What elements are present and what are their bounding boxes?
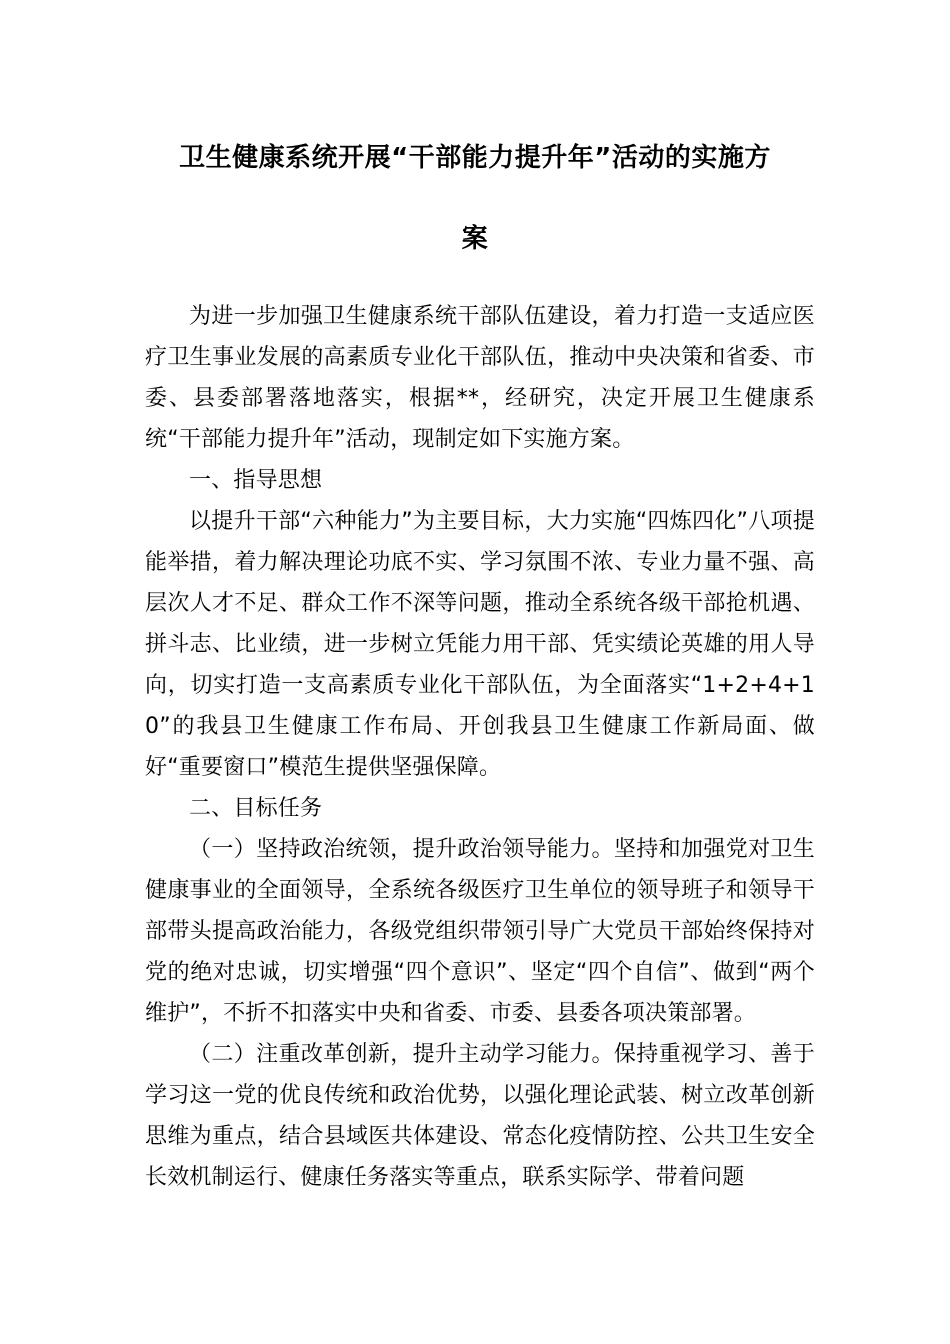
document-title-line-1: 卫生健康系统开展“干部能力提升年”活动的实施方: [179, 143, 771, 173]
guiding-ideology-paragraph: 以提升干部“六种能力”为主要目标，大力实施“四炼四化”八项提能举措，着力解决理论功底不实、学习氛围不浓、专业力量不强、高层次人才不足、群众工作不深等问题，推动全系统各级干部抢机遇、拼斗志、比业绩，进一步树立凭能力用干部、凭实绩论英雄的用人导向，切实打造一支高素质专业化干部队伍，为全面落实“1+2+4+10”的我县卫生健康工作布局、开创我县卫生健康工作新局面、做好“重要窗口”模范生提供坚强保障。: [145, 509, 815, 780]
goal-paragraph-1: （一）坚持政治统领，提升政治领导能力。坚持和加强党对卫生健康事业的全面领导，全系统各级医疗卫生单位的领导班子和领导干部带头提高政治能力，各级党组织带领引导广大党员干部始终保持对党的绝对忠诚，切实增强“四个意识”、坚定“四个自信”、做到“两个维护”，不折不扣落实中央和省委、市委、县委各项决策部署。: [145, 837, 815, 1026]
goal-paragraph-2: （二）注重改革创新，提升主动学习能力。保持重视学习、善于学习这一党的优良传统和政治优势，以强化理论武装、树立改革创新思维为重点，结合县域医共体建设、常态化疫情防控、公共卫生安全长效机制运行、健康任务落实等重点，联系实际学、带着问题: [145, 1042, 815, 1190]
section-heading-goals-tasks: 二、目标任务: [189, 796, 323, 821]
document-body: [145, 296, 815, 1198]
document-title-line-2: 案: [461, 224, 489, 254]
section-heading-guiding-ideology: 一、指导思想: [189, 468, 323, 493]
intro-paragraph: 为进一步加强卫生健康系统干部队伍建设，着力打造一支适应医疗卫生事业发展的高素质专业化干部队伍，推动中央决策和省委、市委、县委部署落地落实，根据**，经研究，决定开展卫生健康系统“干部能力提升年”活动，现制定如下实施方案。: [145, 304, 815, 452]
